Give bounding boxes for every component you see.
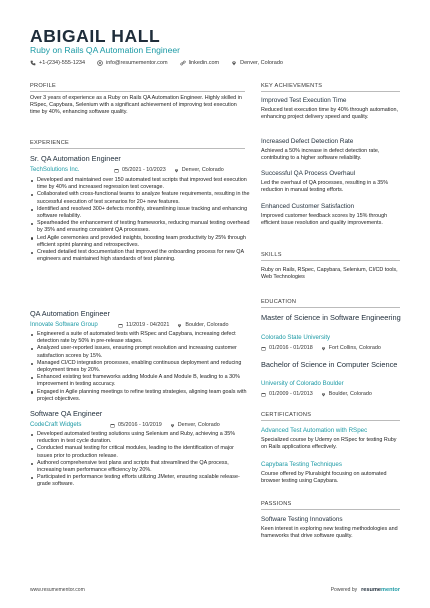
job-meta <box>114 167 224 173</box>
achievement-title: Successful QA Process Overhaul <box>261 170 356 177</box>
list-item: Created detailed test documentation that improved the onboarding process for new QA engineers and maintained high standards of test planning. <box>30 249 250 263</box>
footer-powered-by: Powered by resumementor <box>330 587 400 593</box>
calendar-icon <box>110 423 115 428</box>
calendar-icon <box>261 392 266 397</box>
section-heading-skills: SKILLS <box>261 252 282 258</box>
job-company: TechSolutions Inc. <box>30 166 80 173</box>
job-meta <box>118 322 229 328</box>
achievement-text: Reduced test execution time by 40% through automation, enhancing project delivery speed and quality. <box>261 107 398 121</box>
list-item: Conducted manual testing for critical modules, leading to the identification of major issues prior to production release. <box>30 445 250 459</box>
job-location: Denver, Colorado <box>177 422 220 428</box>
list-item: Analyzed user-reported issues, ensuring prompt resolution and increasing customer satisfaction scores by 15%. <box>30 345 250 359</box>
list-item: Collaborated with cross-functional teams to analyze feature requirements, resulting in the successful execution of test scenarios for 20+ new features. <box>30 191 250 205</box>
section-heading-education: EDUCATION <box>261 299 297 305</box>
job-dates: 05/2016 - 10/2019 <box>118 422 162 428</box>
section-heading-profile: PROFILE <box>30 83 57 89</box>
divider <box>30 148 245 149</box>
job-company: CodeCraft Widgets <box>30 421 82 428</box>
divider <box>261 260 400 261</box>
list-item: Led Agile ceremonies and provided insights, boosting team productivity by 25% through efficient sprint planning and retrospectives. <box>30 235 250 249</box>
passion-title: Software Testing Innovations <box>261 516 343 523</box>
candidate-name: ABIGAIL HALL <box>30 26 161 46</box>
list-item: Participated in performance testing efforts utilizing JMeter, ensuring scalable release-grade software. <box>30 474 250 488</box>
calendar-icon <box>114 168 119 173</box>
link-icon <box>180 60 186 66</box>
contact-location: Denver, Colorado <box>231 60 283 66</box>
education-meta <box>261 345 381 351</box>
location-pin-icon <box>170 423 175 428</box>
profile-summary: Over 3 years of experience as a Ruby on Rails QA Automation Engineer. Highly skilled in RSpec, Capybara, Selenium with a significant achievement of improving test execution time by 40%, enhancing software quality. <box>30 95 242 116</box>
contact-phone[interactable]: +1-(234)-555-1234 <box>30 60 85 66</box>
contact-linkedin[interactable]: linkedin.com <box>180 60 220 66</box>
list-item: Identified and resolved 300+ defects monthly, streamlining issue tracking and enhancing software reliability. <box>30 206 250 220</box>
certification-title: Advanced Test Automation with RSpec <box>261 427 368 434</box>
education-school: University of Colorado Boulder <box>261 380 344 387</box>
job-title: QA Automation Engineer <box>30 309 110 318</box>
resumementor-logo: resumementor <box>361 587 400 593</box>
location-pin-icon <box>321 392 326 397</box>
job-location: Denver, Colorado <box>181 167 224 173</box>
list-item: Engaged in Agile planning meetings to refine testing strategies, aligning team goals with project objectives. <box>30 389 250 403</box>
section-heading-key-achievements: KEY ACHIEVEMENTS <box>261 83 323 89</box>
achievement-text: Led the overhaul of QA processes, resulting in a 35% reduction in manual testing efforts. <box>261 180 389 194</box>
education-degree: Bachelor of Science in Computer Science <box>261 360 398 369</box>
education-school: Colorado State University <box>261 334 331 341</box>
divider <box>261 307 400 308</box>
education-degree: Master of Science in Software Engineering <box>261 313 401 322</box>
list-item: Developed and maintained over 150 automated test scripts that improved test execution time by 40% and increased regression test coverage. <box>30 177 250 191</box>
achievement-title: Enhanced Customer Satisfaction <box>261 203 355 210</box>
contact-bar <box>30 60 283 66</box>
education-dates: 01/2016 - 01/2018 <box>269 345 313 351</box>
location-pin-icon <box>174 168 179 173</box>
location-pin-icon <box>177 323 182 328</box>
list-item: Enhanced existing test frameworks adding Module A and Module B, leading to a 30% improvement in testing accuracy. <box>30 374 250 388</box>
achievement-text: Achieved a 50% increase in defect detection rate, contributing to a higher software reliability. <box>261 148 380 162</box>
job-company: Innovate Software Group <box>30 321 98 328</box>
section-heading-certifications: CERTIFICATIONS <box>261 412 312 418</box>
calendar-icon <box>118 323 123 328</box>
list-item: Engineered a suite of automated tests with RSpec and Capybara, increasing defect detection rate by 50% in pre-release stages. <box>30 331 250 345</box>
calendar-icon <box>261 346 266 351</box>
location-pin-icon <box>321 346 326 351</box>
location-pin-icon <box>231 60 237 66</box>
section-heading-experience: EXPERIENCE <box>30 140 70 146</box>
divider <box>30 91 245 92</box>
certification-text: Course offered by Pluralsight focusing on automated browser testing using Capybara. <box>261 471 387 485</box>
certification-title: Capybara Testing Techniques <box>261 461 342 468</box>
job-meta <box>110 422 220 428</box>
divider <box>261 509 400 510</box>
job-bullets <box>30 431 250 489</box>
section-heading-passions: PASSIONS <box>261 501 292 507</box>
email-icon <box>97 60 103 66</box>
divider <box>261 420 400 421</box>
job-title: Software QA Engineer <box>30 409 103 418</box>
list-item: Authored comprehensive test plans and scripts that streamlined the QA process, increasing team performance efficiency by 20%. <box>30 460 250 474</box>
contact-email[interactable]: info@resumementor.com <box>97 60 168 66</box>
job-dates: 05/2021 - 10/2023 <box>122 167 166 173</box>
achievement-text: Improved customer feedback scores by 15% through efficient issue resolution and quality improvements. <box>261 213 388 227</box>
job-title: Sr. QA Automation Engineer <box>30 154 121 163</box>
list-item: Developed automated testing solutions using Selenium and Ruby, achieving a 35% reduction in test cycle duration. <box>30 431 250 445</box>
achievement-title: Increased Defect Detection Rate <box>261 138 354 145</box>
job-dates: 11/2019 - 04/2021 <box>126 322 170 328</box>
candidate-title: Ruby on Rails QA Automation Engineer <box>30 45 180 55</box>
education-meta <box>261 391 372 397</box>
skills-list: Ruby on Rails, RSpec, Capybara, Selenium, CI/CD tools, Web Technologies <box>261 267 398 281</box>
job-bullets <box>30 177 250 263</box>
achievement-title: Improved Test Execution Time <box>261 97 347 104</box>
education-dates: 01/2009 - 01/2013 <box>269 391 313 397</box>
passion-text: Keen interest in exploring new testing methodologies and frameworks that drive software quality. <box>261 526 398 540</box>
job-location: Boulder, Colorado <box>185 322 229 328</box>
footer-site[interactable]: www.resumementor.com <box>30 587 85 593</box>
divider <box>261 91 400 92</box>
education-location: Fort Collins, Colorado <box>328 345 381 351</box>
phone-icon <box>30 60 36 66</box>
education-location: Boulder, Colorado <box>328 391 372 397</box>
list-item: Managed CI/CD integration processes, enabling continuous deployment and reducing deployment times by 20%. <box>30 360 250 374</box>
job-bullets <box>30 331 250 403</box>
list-item: Spearheaded the enhancement of testing frameworks, reducing manual testing overhead by 35% and ensuring consistent QA processes. <box>30 220 250 234</box>
certification-text: Specialized course by Udemy on RSpec for testing Ruby on Rails applications effectively. <box>261 437 397 451</box>
